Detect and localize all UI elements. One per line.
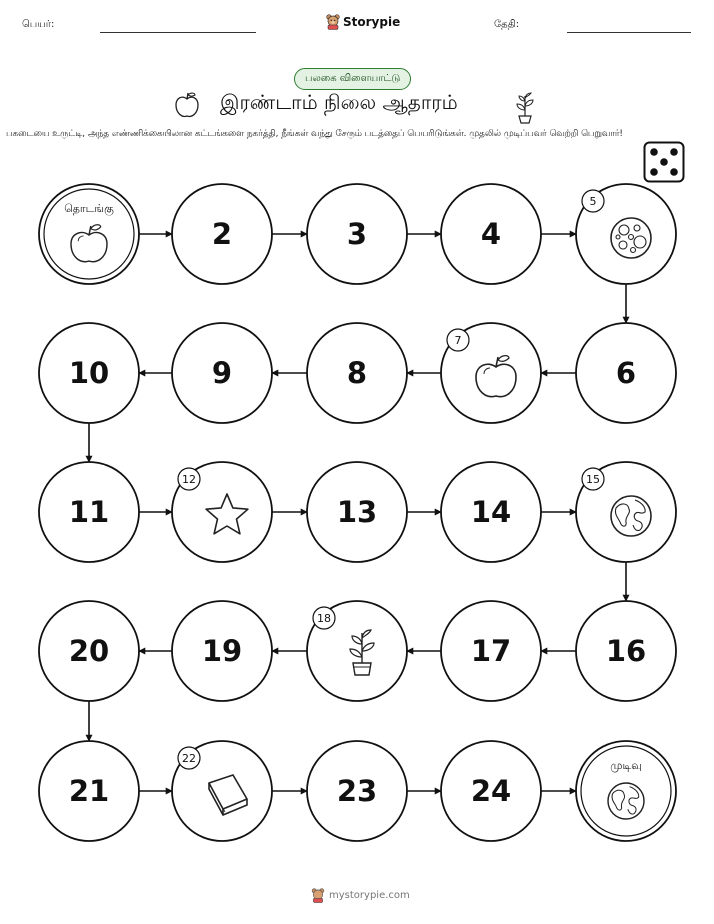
space-number: 22	[182, 752, 196, 765]
game-type-badge: பலகை விளையாட்டு	[294, 68, 411, 90]
footer-url[interactable]: mystorypie.com	[329, 890, 410, 901]
space-number: 8	[346, 356, 368, 390]
space-number: 15	[586, 473, 600, 486]
space-number: 3	[346, 217, 368, 251]
board-space-20[interactable]	[39, 601, 139, 701]
space-number: 23	[336, 774, 378, 808]
board-space-12[interactable]	[172, 462, 272, 562]
date-label: தேதி:	[494, 19, 520, 30]
instructions: பகடையை உருட்டி, அந்த எண்ணிக்கையிலான கட்டங்களை நகர்த்தி, நீங்கள் வந்து சேரும் படத்தைப் பெயரிடுங்கள். முதலில் முடிப்பவர் வெற்றி பெறுவார்!	[6, 129, 623, 139]
board-space-23[interactable]	[307, 741, 407, 841]
space-number: 14	[470, 495, 512, 529]
space-number: 4	[480, 217, 502, 251]
board-space-16[interactable]	[576, 601, 676, 701]
space-number: 17	[470, 634, 512, 668]
board-space-13[interactable]	[307, 462, 407, 562]
board-space-6[interactable]	[576, 323, 676, 423]
space-number: 24	[470, 774, 512, 808]
board-space-19[interactable]	[172, 601, 272, 701]
start-space[interactable]	[39, 184, 139, 284]
start-label: தொடங்கு	[64, 202, 114, 215]
board-space-7[interactable]	[441, 323, 541, 423]
board-space-11[interactable]	[39, 462, 139, 562]
space-number: 16	[605, 634, 647, 668]
board-space-17[interactable]	[441, 601, 541, 701]
space-number: 5	[589, 195, 597, 208]
board-space-18[interactable]	[307, 601, 407, 701]
board-space-10[interactable]	[39, 323, 139, 423]
space-number: 2	[211, 217, 233, 251]
board-space-14[interactable]	[441, 462, 541, 562]
board-space-5[interactable]	[576, 184, 676, 284]
space-number: 7	[454, 334, 462, 347]
page-title: இரண்டாம் நிலை ஆதாரம்	[220, 90, 458, 114]
board-space-22[interactable]	[172, 741, 272, 841]
space-circle	[576, 741, 676, 841]
space-number: 10	[68, 356, 110, 390]
space-number: 19	[201, 634, 243, 668]
board-space-15[interactable]	[576, 462, 676, 562]
space-number: 12	[182, 473, 196, 486]
space-number: 11	[68, 495, 110, 529]
finish-space[interactable]	[576, 741, 676, 841]
name-label: பெயர்:	[22, 19, 55, 30]
brand-name: Storypie	[343, 15, 401, 29]
space-number: 20	[68, 634, 110, 668]
board-space-2[interactable]	[172, 184, 272, 284]
space-number: 6	[615, 356, 637, 390]
space-number: 13	[336, 495, 378, 529]
space-number: 21	[68, 774, 110, 808]
board-space-24[interactable]	[441, 741, 541, 841]
space-number: 18	[317, 612, 331, 625]
board-space-9[interactable]	[172, 323, 272, 423]
footer	[311, 888, 410, 903]
board-space-21[interactable]	[39, 741, 139, 841]
board-space-3[interactable]	[307, 184, 407, 284]
space-number: 9	[211, 356, 233, 390]
board-space-4[interactable]	[441, 184, 541, 284]
finish-label: முடிவு	[610, 759, 642, 772]
bear-mascot-icon	[311, 888, 325, 903]
board-space-8[interactable]	[307, 323, 407, 423]
